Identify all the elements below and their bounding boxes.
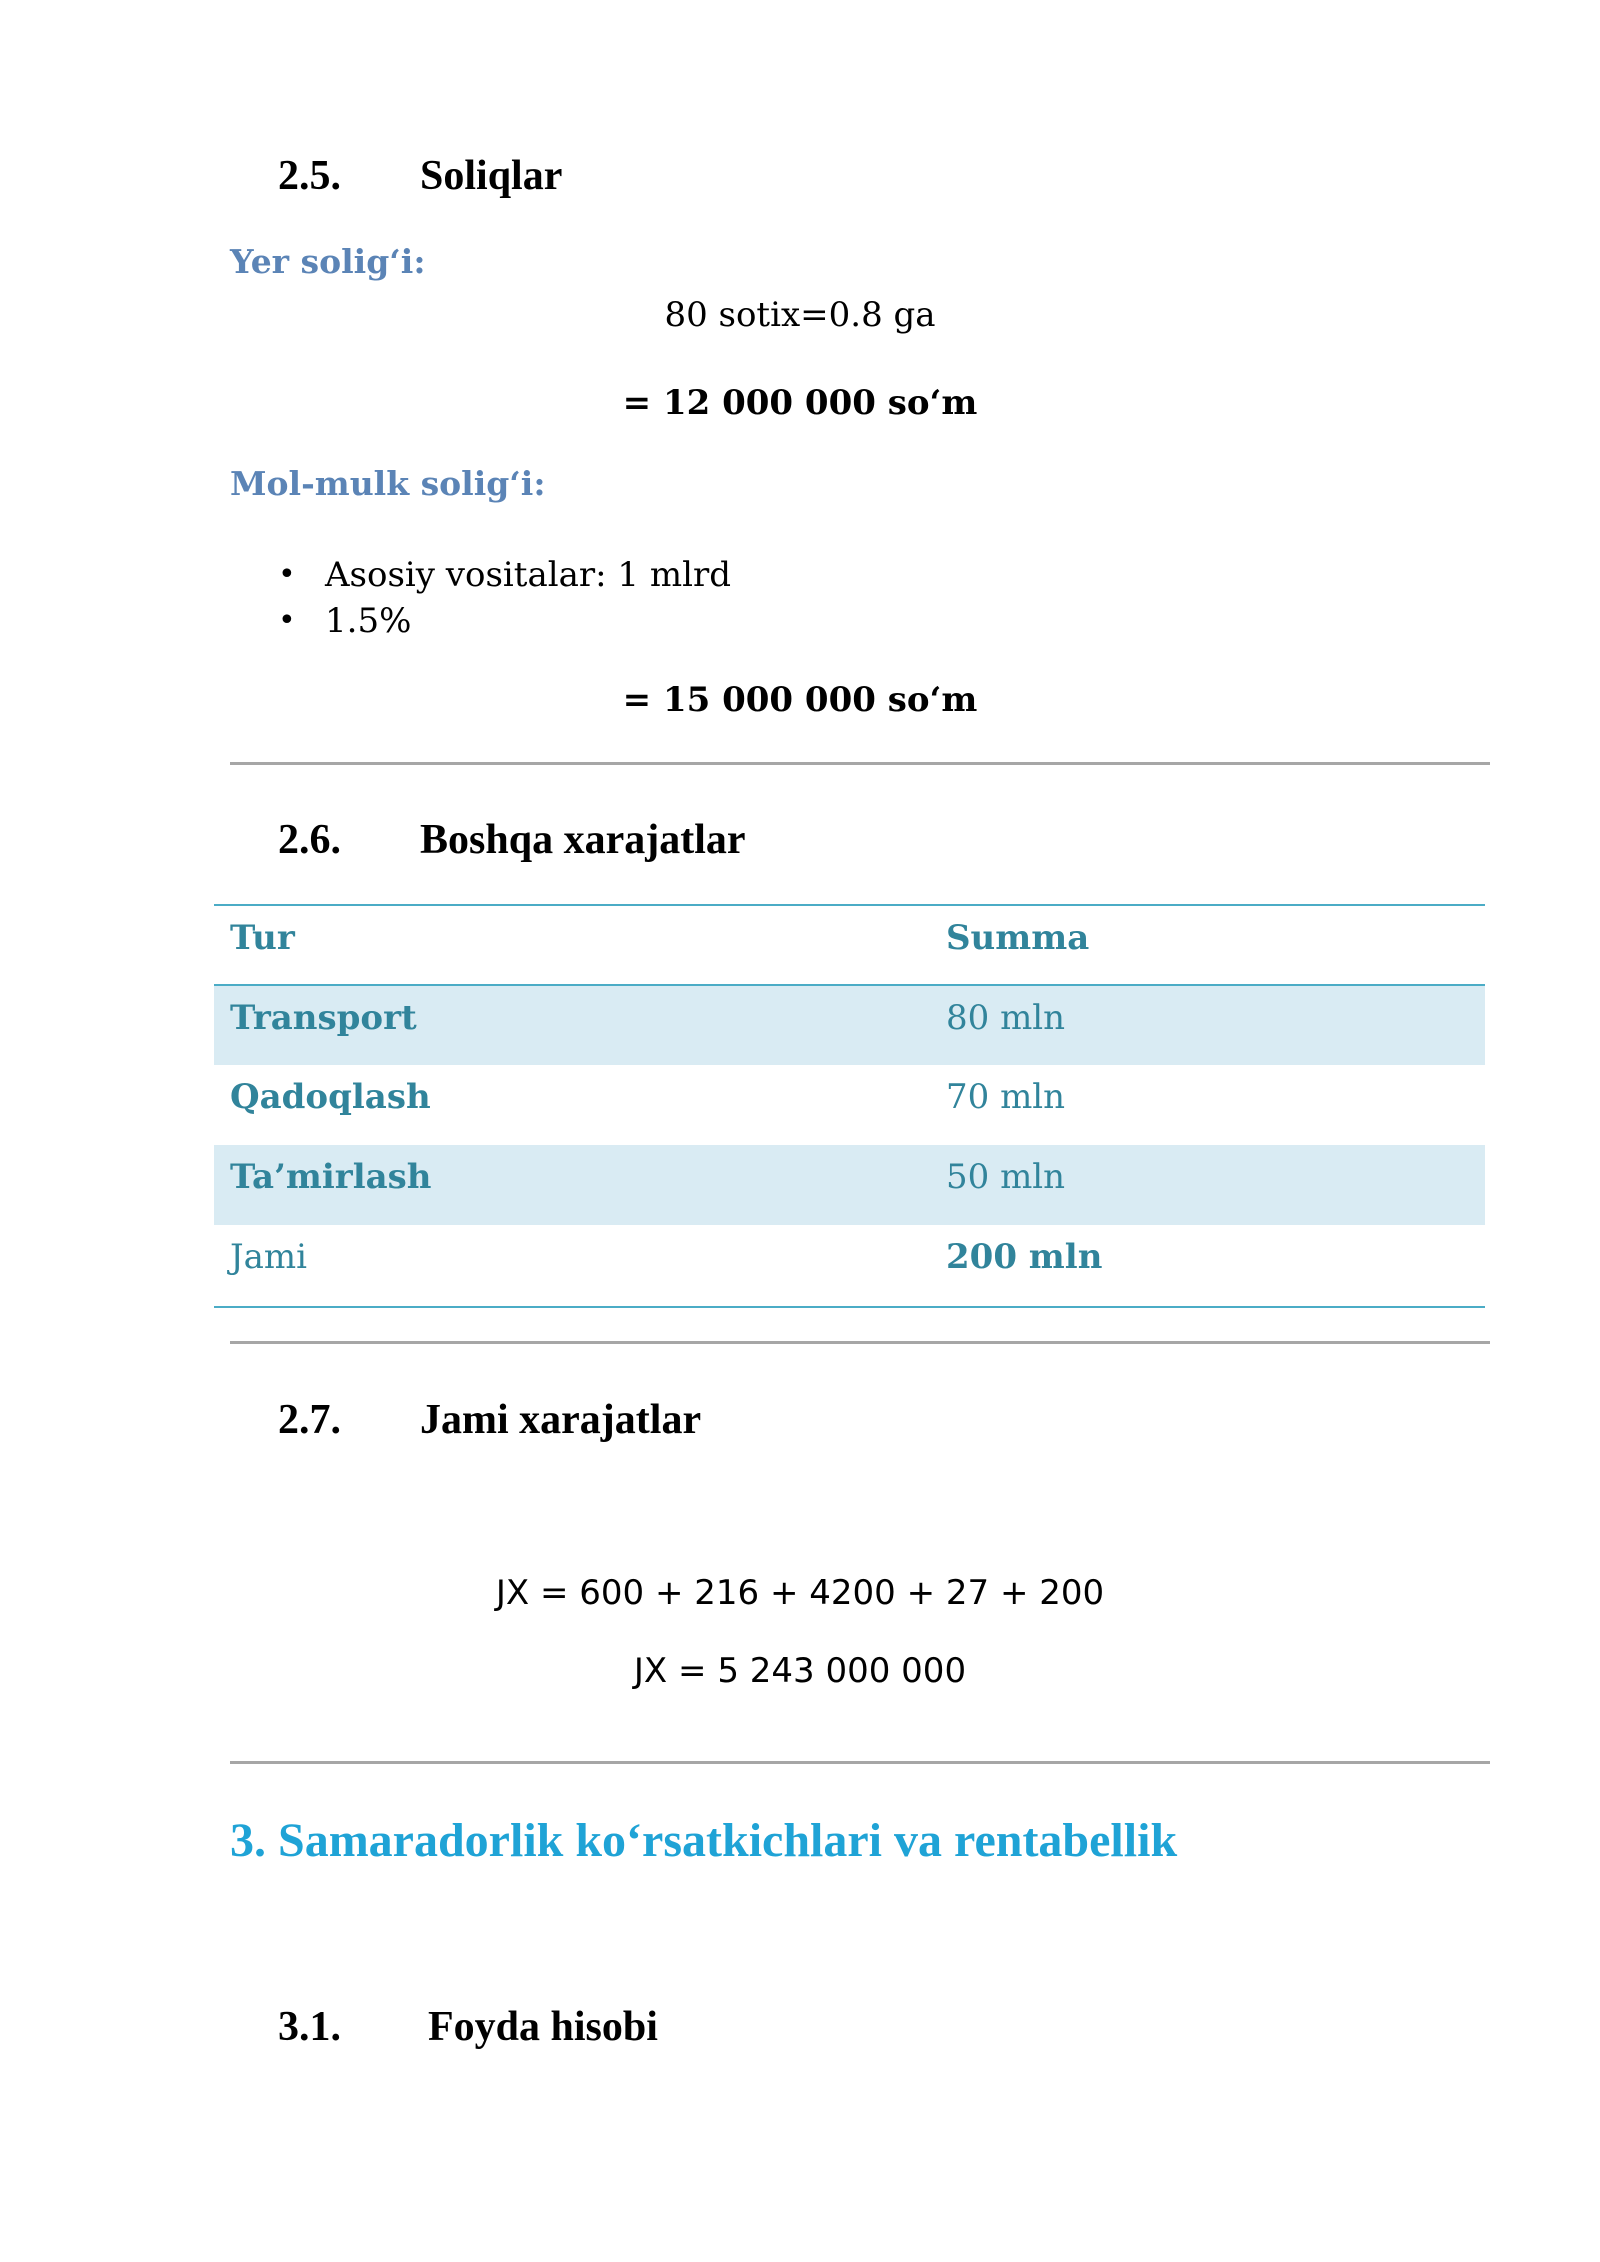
table-cell: Jami: [214, 1225, 922, 1307]
list-item: • Asosiy vositalar: 1 mlrd: [278, 555, 731, 595]
other-costs-table: [214, 904, 1485, 1308]
property-tax-result: = 15 000 000 so‘m: [622, 680, 978, 720]
property-tax-label: Mol-mulk solig‘i:: [230, 464, 546, 503]
table-cell: Transport: [214, 985, 922, 1065]
section-title: Boshqa xarajatlar: [420, 817, 746, 863]
chapter-title: 3. Samaradorlik ko‘rsatkichlari va rentabellik: [230, 1814, 1178, 1867]
section-number: 2.6.: [278, 817, 341, 863]
land-tax-result: = 12 000 000 so‘m: [622, 383, 978, 423]
list-item-text: Asosiy vositalar: 1 mlrd: [325, 555, 731, 595]
divider: [230, 1761, 1490, 1764]
section-number: 3.1.: [278, 2004, 341, 2050]
divider: [230, 762, 1490, 765]
table-cell: 70 mln: [946, 1077, 1066, 1117]
section-heading-2-6: [278, 816, 978, 866]
section-heading-3-1: [278, 2003, 978, 2053]
total-costs-formula: JX = 600 + 216 + 4200 + 27 + 200: [495, 1573, 1105, 1613]
list-item: • 1.5%: [278, 601, 412, 641]
total-costs-result: JX = 5 243 000 000: [633, 1651, 967, 1691]
section-title: Soliqlar: [420, 153, 563, 199]
column-header: Tur: [214, 905, 922, 985]
table-header-row: [214, 905, 1485, 985]
divider: [230, 1341, 1490, 1344]
property-tax-bullets: [270, 552, 731, 644]
table-row: [214, 1065, 1485, 1145]
table-row: [214, 1145, 1485, 1225]
section-heading-2-5: [278, 152, 878, 202]
section-number: 2.5.: [278, 153, 341, 199]
list-item-text: 1.5%: [325, 601, 412, 641]
section-title: Jami xarajatlar: [420, 1397, 702, 1443]
table-cell: 200 mln: [922, 1225, 1485, 1307]
section-title: Foyda hisobi: [428, 2004, 658, 2050]
land-tax-label: Yer solig‘i:: [230, 242, 426, 281]
table-cell: 80 mln: [922, 985, 1485, 1065]
section-number: 2.7.: [278, 1397, 341, 1443]
land-area-formula: 80 sotix=0.8 ga: [664, 295, 936, 335]
table-row: [214, 985, 1485, 1065]
column-header: Summa: [922, 905, 1485, 985]
table-total-row: [214, 1225, 1485, 1307]
table-cell: Qadoqlash: [230, 1077, 431, 1117]
table-cell: Ta’mirlash: [214, 1145, 922, 1225]
table-cell: 50 mln: [922, 1145, 1485, 1225]
section-heading-2-7: [278, 1396, 978, 1446]
